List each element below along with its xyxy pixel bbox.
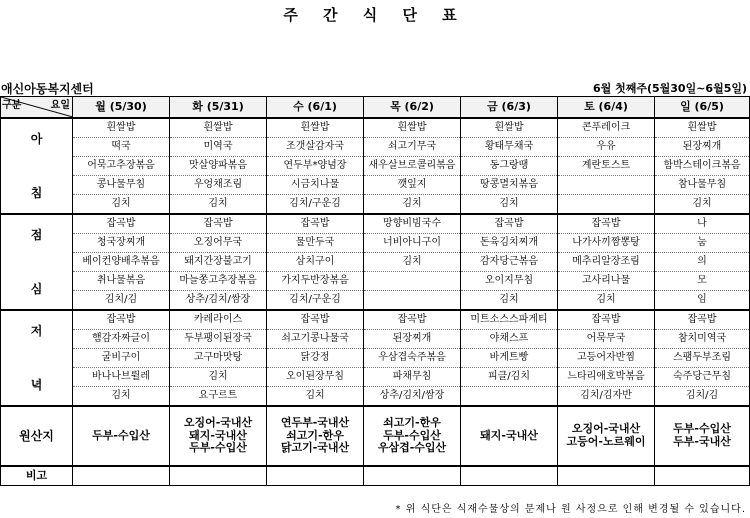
menu-item: 된장찌개 [655,138,750,157]
menu-item: 깻잎지 [364,176,461,195]
menu-item: 김치 [461,195,558,215]
menu-item: 카레라이스 [170,310,267,330]
menu-row [1,272,750,291]
menu-item: 미트소스스파게티 [461,310,558,330]
menu-item: 황태무채국 [461,138,558,157]
note-cell [73,466,170,486]
menu-item: 땅콩멸치볶음 [461,176,558,195]
corner-right-label: 요일 [50,100,70,111]
menu-item: 잡곡밥 [558,214,655,234]
menu-item: 닭강정 [267,349,364,368]
origin-item: 돼지-국내산 [189,428,247,442]
menu-item: 잡곡밥 [558,310,655,330]
menu-item: 계란토스트 [558,157,655,176]
menu-item: 잡곡밥 [267,214,364,234]
menu-item [364,291,461,311]
menu-item: 고사리나물 [558,272,655,291]
origin-item: 오징어-국내산 [571,422,641,436]
day-header: 일 (6/5) [655,97,750,119]
menu-item: 김치/구운김 [267,195,364,215]
menu-item: 미역국 [170,138,267,157]
menu-item: 고등어자반찜 [558,349,655,368]
menu-item: 김치 [364,253,461,272]
menu-item: 가지두반장볶음 [267,272,364,291]
menu-item: 숙주당근무침 [655,368,750,387]
menu-item: 김치/김 [655,387,750,407]
menu-item: 흰쌀밥 [267,118,364,138]
note-cell [267,466,364,486]
menu-item: 동그랑땡 [461,157,558,176]
menu-item: 김치 [364,195,461,215]
meal-label-char: 점 [30,228,43,242]
menu-item: 김치 [73,387,170,407]
corner-left-label: 구분 [2,100,22,111]
menu-item: 물만두국 [267,234,364,253]
menu-row [1,310,750,330]
menu-item: 김치 [655,195,750,215]
menu-row [1,118,750,138]
menu-item: 두부팽이된장국 [170,330,267,349]
menu-item: 고구마맛탕 [170,349,267,368]
menu-item: 오이된장무침 [267,368,364,387]
menu-item: 콩나물무침 [73,176,170,195]
origin-item: 연두부-국내산 [280,416,350,430]
menu-item [558,176,655,195]
menu-item: 잡곡밥 [655,310,750,330]
menu-item: 된장찌개 [364,330,461,349]
origin-row [1,406,750,466]
meal-label-spacer [1,340,72,376]
origin-item: 우삼겹-수입산 [377,441,447,455]
origin-cell [558,406,655,466]
menu-item: 바나나브륄레 [73,368,170,387]
origin-item: 고등어-노르웨이 [566,435,646,448]
menu-item: 햄감자짜글이 [73,330,170,349]
note-cell [461,466,558,486]
menu-item: 상추/김치/쌈장 [170,291,267,311]
week-label: 6월 첫째주(5월30일~6월5일) [592,82,747,95]
meal-label-char: 저 [30,324,43,338]
menu-item [558,195,655,215]
note-cell [655,466,750,486]
menu-item: 피클/김치 [461,368,558,387]
origin-cell [461,406,558,466]
menu-item: 오이지무침 [461,272,558,291]
menu-item: 야채스프 [461,330,558,349]
menu-item: 의 [655,253,750,272]
menu-item: 너비아니구이 [364,234,461,253]
origin-cell [655,406,750,466]
menu-item: 요구르트 [170,387,267,407]
menu-item: 어묵무국 [558,330,655,349]
menu-item: 김치 [461,291,558,311]
origin-item: 쇠고기-한우 [383,416,441,430]
meal-label [1,310,73,406]
menu-item: 우삼겹숙주볶음 [364,349,461,368]
menu-item: 잡곡밥 [73,214,170,234]
menu-item: 흰쌀밥 [73,118,170,138]
menu-item: 흰쌀밥 [655,118,750,138]
meal-label-spacer [1,148,72,184]
menu-item: 상추/김치/쌈장 [364,387,461,407]
origin-item: 닭고기-국내산 [280,441,350,455]
menu-item: 우엉채조림 [170,176,267,195]
menu-item: 바게트빵 [461,349,558,368]
menu-item: 어묵고추장볶음 [73,157,170,176]
menu-item: 쇠고기콩나물국 [267,330,364,349]
meal-label-char: 심 [30,282,43,296]
meal-label [1,118,73,214]
menu-item: 삼치구이 [267,253,364,272]
menu-item [461,387,558,407]
menu-item: 조갯살감자국 [267,138,364,157]
menu-row [1,157,750,176]
menu-item: 감자당근볶음 [461,253,558,272]
menu-item: 망향비빔국수 [364,214,461,234]
menu-item: 연두부*양념장 [267,157,364,176]
origin-cell [170,406,267,466]
menu-item: 마늘쫑고추장볶음 [170,272,267,291]
menu-item: 김치 [170,368,267,387]
origin-cell [267,406,364,466]
menu-item: 쇠고기무국 [364,138,461,157]
menu-row [1,349,750,368]
menu-item: 우유 [558,138,655,157]
origin-item: 두부-수입산 [673,422,731,436]
day-header: 목 (6/2) [364,97,461,119]
menu-item: 청국장찌개 [73,234,170,253]
origin-item: 두부-수입산 [189,441,247,455]
day-header: 화 (5/31) [170,97,267,119]
menu-item: 나 [655,214,750,234]
menu-item: 나가사끼짬뽕탕 [558,234,655,253]
menu-row [1,253,750,272]
menu-table [0,96,750,486]
menu-row [1,368,750,387]
menu-item: 김치 [170,195,267,215]
menu-row [1,214,750,234]
menu-item: 김치/김 [73,291,170,311]
menu-item: 잡곡밥 [170,214,267,234]
menu-row [1,138,750,157]
menu-item: 잡곡밥 [73,310,170,330]
origin-label: 원산지 [1,406,73,466]
menu-item: 함박스테이크볶음 [655,157,750,176]
origin-item: 두부-국내산 [673,435,731,448]
menu-row [1,387,750,407]
menu-item: 임 [655,291,750,311]
menu-item: 콘푸레이크 [558,118,655,138]
origin-item: 두부-수입산 [383,428,441,442]
menu-item: 취나물볶음 [73,272,170,291]
menu-item: 참치미역국 [655,330,750,349]
menu-row [1,291,750,311]
menu-item: 김치 [267,387,364,407]
menu-item: 잡곡밥 [267,310,364,330]
menu-item: 흰쌀밥 [170,118,267,138]
menu-item: 잡곡밥 [461,214,558,234]
note-cell [364,466,461,486]
menu-item: 베이컨양배추볶음 [73,253,170,272]
menu-item: 흰쌀밥 [461,118,558,138]
origin-item: 두부-수입산 [92,428,150,442]
note-cell [170,466,267,486]
menu-item: 김치 [73,195,170,215]
menu-item: 모 [655,272,750,291]
menu-item: 느타리애호박볶음 [558,368,655,387]
day-header: 월 (5/30) [73,97,170,119]
meal-label-char: 침 [30,186,43,200]
origin-item: 쇠고기-한우 [286,428,344,442]
menu-item: 시금치나물 [267,176,364,195]
day-header: 금 (6/3) [461,97,558,119]
menu-item: 김치/김자반 [558,387,655,407]
corner-cell [1,97,73,119]
menu-item: 김치/구운김 [267,291,364,311]
menu-item: 파채무침 [364,368,461,387]
meal-label-char: 아 [30,132,43,146]
menu-row [1,176,750,195]
menu-row [1,330,750,349]
menu-item: 돈육김치찌개 [461,234,558,253]
origin-cell [73,406,170,466]
meal-label-char: 녁 [30,378,43,392]
day-header: 토 (6/4) [558,97,655,119]
note-row [1,466,750,486]
menu-row [1,234,750,253]
center-name: 애신아동복지센터 [1,82,94,96]
origin-cell [364,406,461,466]
footnote: * 위 식단은 식재수물상의 문제나 원 사정으로 인해 변경될 수 있습니다. [395,504,746,515]
menu-item: 굴비구이 [73,349,170,368]
note-cell [558,466,655,486]
day-header: 수 (6/1) [267,97,364,119]
menu-item: 오징어무국 [170,234,267,253]
menu-item: 떡국 [73,138,170,157]
header-row [1,97,750,119]
origin-item: 오징어-국내산 [183,416,253,430]
meal-label [1,214,73,310]
menu-item: 흰쌀밥 [364,118,461,138]
menu-item: 맛살양파볶음 [170,157,267,176]
page-title: 주 간 식 단 표 [283,6,467,24]
menu-item [364,272,461,291]
menu-item: 메추리알장조림 [558,253,655,272]
menu-item: 김치 [558,291,655,311]
menu-row [1,195,750,215]
meal-label-spacer [1,244,72,280]
menu-item: 새우살브로콜리볶음 [364,157,461,176]
menu-item: 참나물무침 [655,176,750,195]
menu-item: 눔 [655,234,750,253]
menu-item: 잡곡밥 [364,310,461,330]
menu-item: 돼지간장불고기 [170,253,267,272]
menu-item: 스팸두부조림 [655,349,750,368]
note-label: 비고 [1,466,73,486]
origin-item: 돼지-국내산 [480,428,538,442]
